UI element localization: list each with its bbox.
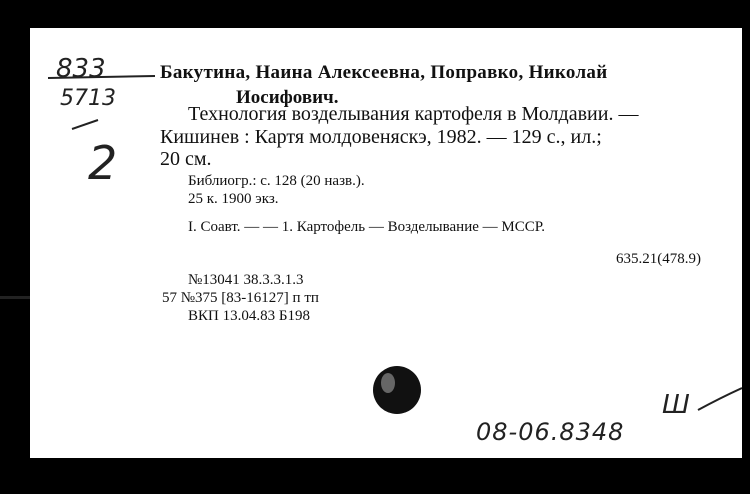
card-decorations [30, 28, 742, 458]
tech-line-1: №13041 38.3.3.1.3 [188, 272, 304, 288]
shelfmark-bottom: 5713 [60, 86, 116, 111]
price-copies: 25 к. 1900 экз. [188, 191, 279, 207]
subjects: I. Соавт. — — 1. Картофель — Возделывание — МССР. [188, 219, 545, 235]
title-line-2: Кишинев : Картя молдовеняскэ, 1982. — 129 с., ил.; [160, 126, 602, 148]
classification: 635.21(478.9) [616, 251, 701, 267]
authors-line-2: Иосифович. [236, 87, 339, 108]
authors-line-1: Бакутина, Наина Алексеевна, Поправко, Николай [160, 62, 608, 83]
tech-line-3: ВКП 13.04.83 Б198 [188, 308, 310, 324]
catalog-card [30, 28, 742, 458]
pen-stroke [72, 120, 98, 129]
punch-hole-highlight [381, 373, 395, 393]
shelfmark-top: 833 [56, 54, 106, 84]
title-line-1: Технология возделывания картофеля в Молдавии. — [188, 103, 639, 125]
size: 20 см. [160, 148, 212, 170]
handwritten-date: 08-06.8348 [476, 418, 625, 446]
tech-line-2: 57 №375 [83-16127] п тп [162, 290, 319, 306]
handwritten-initial: Ш [662, 390, 690, 420]
bibliography: Библиогр.: с. 128 (20 назв.). [188, 173, 365, 189]
left-border-line [0, 296, 32, 299]
pen-stroke-right [698, 388, 742, 410]
punch-hole [373, 366, 421, 414]
handwritten-mark: 2 [88, 136, 118, 190]
